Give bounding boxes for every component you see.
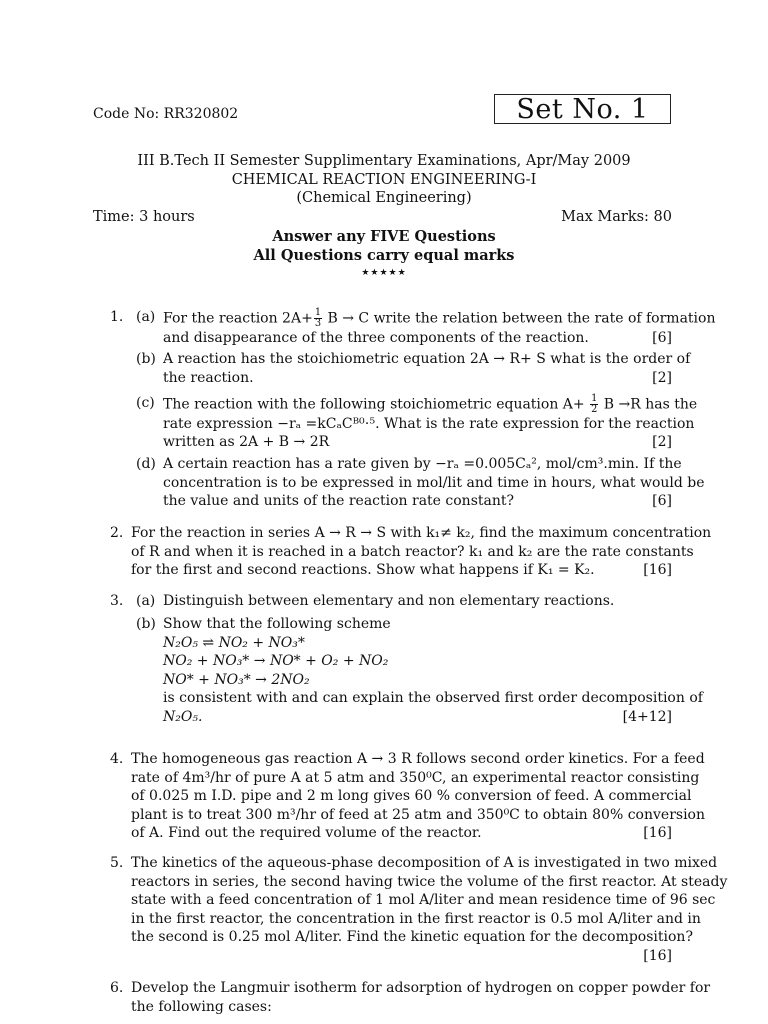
instruction-five: Answer any FIVE Questions — [272, 228, 496, 245]
max-marks: Max Marks: 80 — [561, 209, 672, 225]
marks: [4+12] — [622, 708, 672, 725]
marks: [16] — [643, 947, 672, 964]
question-number: 6. — [110, 980, 124, 996]
marks: [6] — [652, 329, 672, 346]
part-label: (d) — [136, 456, 156, 472]
set-number-box: Set No. 1 — [494, 94, 671, 124]
q5-text: The kinetics of the aqueous-phase decomposition of A is investigated in two mixed reactors in series, the second having twice the volume of the first reactor. At steady state with a feed concentration of 1 mol A/liter and mean residence time of 96 sec in the first reactor, the concentration in the first reactor is 0.5 mol A/liter and in the second is 0.25 mol A/liter. Find the kinetic equation for the decomposition? [16] — [131, 855, 728, 964]
q3a-text: Distinguish between elementary and non elementary reactions. — [163, 593, 615, 609]
question-number: 3. — [110, 593, 124, 609]
reaction-equation: NO* + NO₃* → 2NO₂ — [163, 671, 310, 688]
q1b-text: A reaction has the stoichiometric equation 2A → R+ S what is the order of the reaction. [2] — [163, 351, 691, 386]
exam-code: Code No: RR320802 — [93, 106, 239, 122]
exam-title: III B.Tech II Semester Supplimentary Examinations, Apr/May 2009 — [137, 153, 631, 169]
fraction: $\frac{1}{3}$ — [314, 307, 322, 329]
marks: [2] — [652, 434, 672, 451]
marks: [6] — [652, 493, 672, 509]
part-label: (b) — [136, 351, 156, 367]
q1d-text: A certain reaction has a rate given by −rₐ =0.005Cₐ², mol/cm³.min. If the concentration is to be expressed in mol/lit and time in hours, what would be the value and units of the reaction rate constant? [6] — [163, 456, 705, 509]
q4-text: The homogeneous gas reaction A → 3 R follows second order kinetics. For a feed rate of 4m³/hr of pure A at 5 atm and 350⁰C, an experimental reactor consisting of 0.025 m I.D. pipe and 2 m long gives 60 % conversion of feed. A commercial plant is to treat 300 m³/hr of feed at 25 atm and 350⁰C to obtain 80% conversion of A. Find out the required volume of the reactor. [16] — [131, 751, 705, 841]
reaction-equation: N₂O₅ ⇌ NO₂ + NO₃* — [163, 634, 305, 651]
stars-divider: ★★★★★ — [361, 268, 407, 278]
q6-text: Develop the Langmuir isotherm for adsorption of hydrogen on copper powder for the following cases: — [131, 980, 711, 1015]
question-number: 2. — [110, 525, 124, 541]
question-number: 5. — [110, 855, 124, 871]
q3b-text: Show that the following scheme N₂O₅ ⇌ NO₂ + NO₃* NO₂ + NO₃* → NO* + O₂ + NO₂ NO* + NO₃* → 2NO₂ is consistent with and can explain the observed first order decomposition of N₂O₅. [4+12] — [163, 616, 703, 725]
q1a-text: For the reaction 2A+ $\frac{1}{3}$ B → C write the relation between the rate of formation and disappearance of the three components of the reaction. [6] — [163, 307, 716, 346]
instruction-equal-marks: All Questions carry equal marks — [253, 247, 515, 264]
marks: [16] — [643, 562, 672, 578]
marks: [2] — [652, 369, 672, 386]
q1c-text: The reaction with the following stoichiometric equation A+ $\frac{1}{2}$ B →R has the rate expression −rₐ =kCₐCᴮ⁰⋅⁵. What is the rate expression for the reaction written as 2A + B → 2R [2] — [163, 393, 698, 451]
part-label: (a) — [136, 593, 156, 609]
part-label: (c) — [136, 395, 155, 411]
reaction-equation: NO₂ + NO₃* → NO* + O₂ + NO₂ — [163, 653, 389, 669]
question-number: 4. — [110, 751, 124, 767]
subject-title: CHEMICAL REACTION ENGINEERING-I — [231, 172, 537, 188]
part-label: (a) — [136, 309, 156, 325]
exam-time: Time: 3 hours — [93, 209, 195, 225]
marks: [16] — [643, 825, 672, 841]
part-label: (b) — [136, 616, 156, 632]
question-number: 1. — [110, 309, 124, 325]
branch-title: (Chemical Engineering) — [296, 190, 472, 206]
q2-text: For the reaction in series A → R → S with k₁≠ k₂, find the maximum concentration of R and when it is reached in a batch reactor? k₁ and k₂ are the rate constants for the first and second reactions. Show what happens if K₁ = K₂. [16] — [131, 525, 712, 578]
fraction: $\frac{1}{2}$ — [591, 393, 598, 415]
